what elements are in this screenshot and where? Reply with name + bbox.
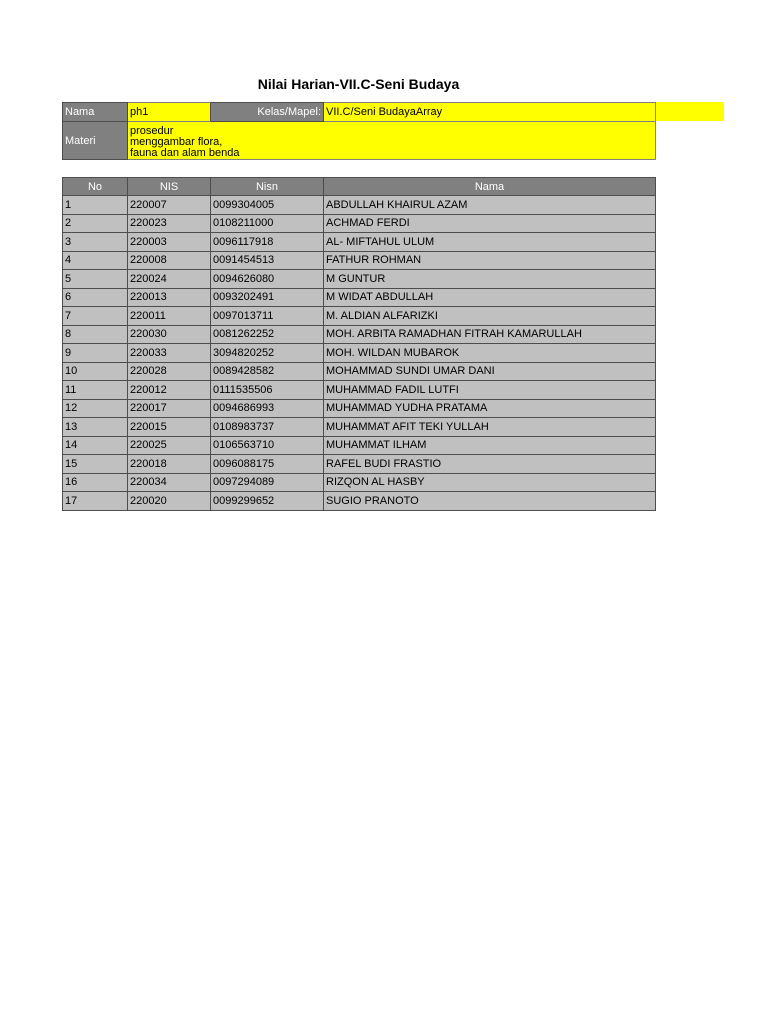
cell-nisn[interactable]: 0093202491 <box>211 288 324 307</box>
cell-nisn[interactable]: 0096088175 <box>211 455 324 474</box>
cell-nama[interactable]: M WIDAT ABDULLAH <box>324 288 656 307</box>
cell-no[interactable]: 17 <box>63 492 128 511</box>
cell-nis[interactable]: 220011 <box>128 307 211 326</box>
table-row <box>63 214 656 233</box>
table-row <box>63 325 656 344</box>
cell-no[interactable]: 7 <box>63 307 128 326</box>
cell-nis[interactable]: 220023 <box>128 214 211 233</box>
cell-nama[interactable]: M GUNTUR <box>324 270 656 289</box>
cell-nama[interactable]: FATHUR ROHMAN <box>324 251 656 270</box>
cell-nisn[interactable]: 0081262252 <box>211 325 324 344</box>
table-row <box>63 344 656 363</box>
table-row <box>63 233 656 252</box>
cell-nis[interactable]: 220017 <box>128 399 211 418</box>
cell-no[interactable]: 3 <box>63 233 128 252</box>
cell-nama[interactable]: MUHAMMAT ILHAM <box>324 436 656 455</box>
table-row <box>63 381 656 400</box>
cell-nis[interactable]: 220015 <box>128 418 211 437</box>
table-row <box>63 436 656 455</box>
column-header-nis: NIS <box>128 178 211 196</box>
cell-no[interactable]: 1 <box>63 196 128 215</box>
cell-no[interactable]: 2 <box>63 214 128 233</box>
cell-nisn[interactable]: 0111535506 <box>211 381 324 400</box>
table-row <box>63 473 656 492</box>
yellow-fill-extension <box>655 102 724 121</box>
cell-no[interactable]: 10 <box>63 362 128 381</box>
cell-nis[interactable]: 220028 <box>128 362 211 381</box>
cell-nisn[interactable]: 0099299652 <box>211 492 324 511</box>
cell-no[interactable]: 9 <box>63 344 128 363</box>
column-header-nama: Nama <box>324 178 656 196</box>
cell-nisn[interactable]: 0094626080 <box>211 270 324 289</box>
table-body <box>63 196 656 511</box>
table-row <box>63 196 656 215</box>
cell-nisn[interactable]: 0091454513 <box>211 251 324 270</box>
cell-no[interactable]: 15 <box>63 455 128 474</box>
cell-nisn[interactable]: 0097294089 <box>211 473 324 492</box>
cell-no[interactable]: 13 <box>63 418 128 437</box>
kelas-label: Kelas/Mapel: <box>211 103 324 122</box>
cell-no[interactable]: 14 <box>63 436 128 455</box>
cell-nama[interactable]: MOHAMMAD SUNDI UMAR DANI <box>324 362 656 381</box>
nama-value[interactable]: ph1 <box>128 103 211 122</box>
nama-label: Nama <box>63 103 128 122</box>
cell-nis[interactable]: 220024 <box>128 270 211 289</box>
info-header-table <box>62 102 656 160</box>
cell-no[interactable]: 16 <box>63 473 128 492</box>
table-row <box>63 492 656 511</box>
cell-nis[interactable]: 220007 <box>128 196 211 215</box>
cell-nisn[interactable]: 0106563710 <box>211 436 324 455</box>
cell-nama[interactable]: AL- MIFTAHUL ULUM <box>324 233 656 252</box>
cell-no[interactable]: 6 <box>63 288 128 307</box>
cell-nama[interactable]: MOH. WILDAN MUBAROK <box>324 344 656 363</box>
table-row <box>63 251 656 270</box>
column-header-no: No <box>63 178 128 196</box>
cell-nis[interactable]: 220030 <box>128 325 211 344</box>
cell-no[interactable]: 8 <box>63 325 128 344</box>
cell-no[interactable]: 12 <box>63 399 128 418</box>
cell-nisn[interactable]: 3094820252 <box>211 344 324 363</box>
cell-nis[interactable]: 220018 <box>128 455 211 474</box>
cell-no[interactable]: 4 <box>63 251 128 270</box>
cell-nama[interactable]: MUHAMMAD FADIL LUTFI <box>324 381 656 400</box>
cell-nis[interactable]: 220034 <box>128 473 211 492</box>
table-row <box>63 418 656 437</box>
table-row <box>63 455 656 474</box>
cell-nisn[interactable]: 0089428582 <box>211 362 324 381</box>
materi-value[interactable] <box>128 122 656 160</box>
cell-nis[interactable]: 220020 <box>128 492 211 511</box>
materi-line-3: fauna dan alam benda <box>130 147 240 159</box>
cell-nama[interactable]: ABDULLAH KHAIRUL AZAM <box>324 196 656 215</box>
student-table <box>62 177 656 511</box>
kelas-value[interactable]: VII.C/Seni BudayaArray <box>324 103 656 122</box>
table-row <box>63 399 656 418</box>
materi-line-1: prosedur <box>130 125 174 137</box>
cell-no[interactable]: 5 <box>63 270 128 289</box>
cell-nama[interactable]: MUHAMMAD YUDHA PRATAMA <box>324 399 656 418</box>
cell-nama[interactable]: MOH. ARBITA RAMADHAN FITRAH KAMARULLAH <box>324 325 656 344</box>
cell-nama[interactable]: MUHAMMAT AFIT TEKI YULLAH <box>324 418 656 437</box>
cell-nis[interactable]: 220033 <box>128 344 211 363</box>
cell-nis[interactable]: 220003 <box>128 233 211 252</box>
column-header-nisn: Nisn <box>211 178 324 196</box>
materi-line-2: menggambar flora, <box>130 136 223 148</box>
cell-no[interactable]: 11 <box>63 381 128 400</box>
table-row <box>63 270 656 289</box>
cell-nisn[interactable]: 0108211000 <box>211 214 324 233</box>
cell-nisn[interactable]: 0094686993 <box>211 399 324 418</box>
cell-nisn[interactable]: 0099304005 <box>211 196 324 215</box>
cell-nis[interactable]: 220008 <box>128 251 211 270</box>
cell-nama[interactable]: SUGIO PRANOTO <box>324 492 656 511</box>
table-row <box>63 288 656 307</box>
cell-nisn[interactable]: 0108983737 <box>211 418 324 437</box>
table-header-row <box>63 178 656 196</box>
cell-nama[interactable]: RIZQON AL HASBY <box>324 473 656 492</box>
cell-nama[interactable]: RAFEL BUDI FRASTIO <box>324 455 656 474</box>
table-row <box>63 362 656 381</box>
cell-nisn[interactable]: 0097013711 <box>211 307 324 326</box>
page-title: Nilai Harian-VII.C-Seni Budaya <box>257 76 460 92</box>
cell-nis[interactable]: 220013 <box>128 288 211 307</box>
cell-nama[interactable]: ACHMAD FERDI <box>324 214 656 233</box>
cell-nis[interactable]: 220025 <box>128 436 211 455</box>
cell-nama[interactable]: M. ALDIAN ALFARIZKI <box>324 307 656 326</box>
table-row <box>63 307 656 326</box>
materi-label: Materi <box>63 122 128 160</box>
cell-nisn[interactable]: 0096117918 <box>211 233 324 252</box>
cell-nis[interactable]: 220012 <box>128 381 211 400</box>
